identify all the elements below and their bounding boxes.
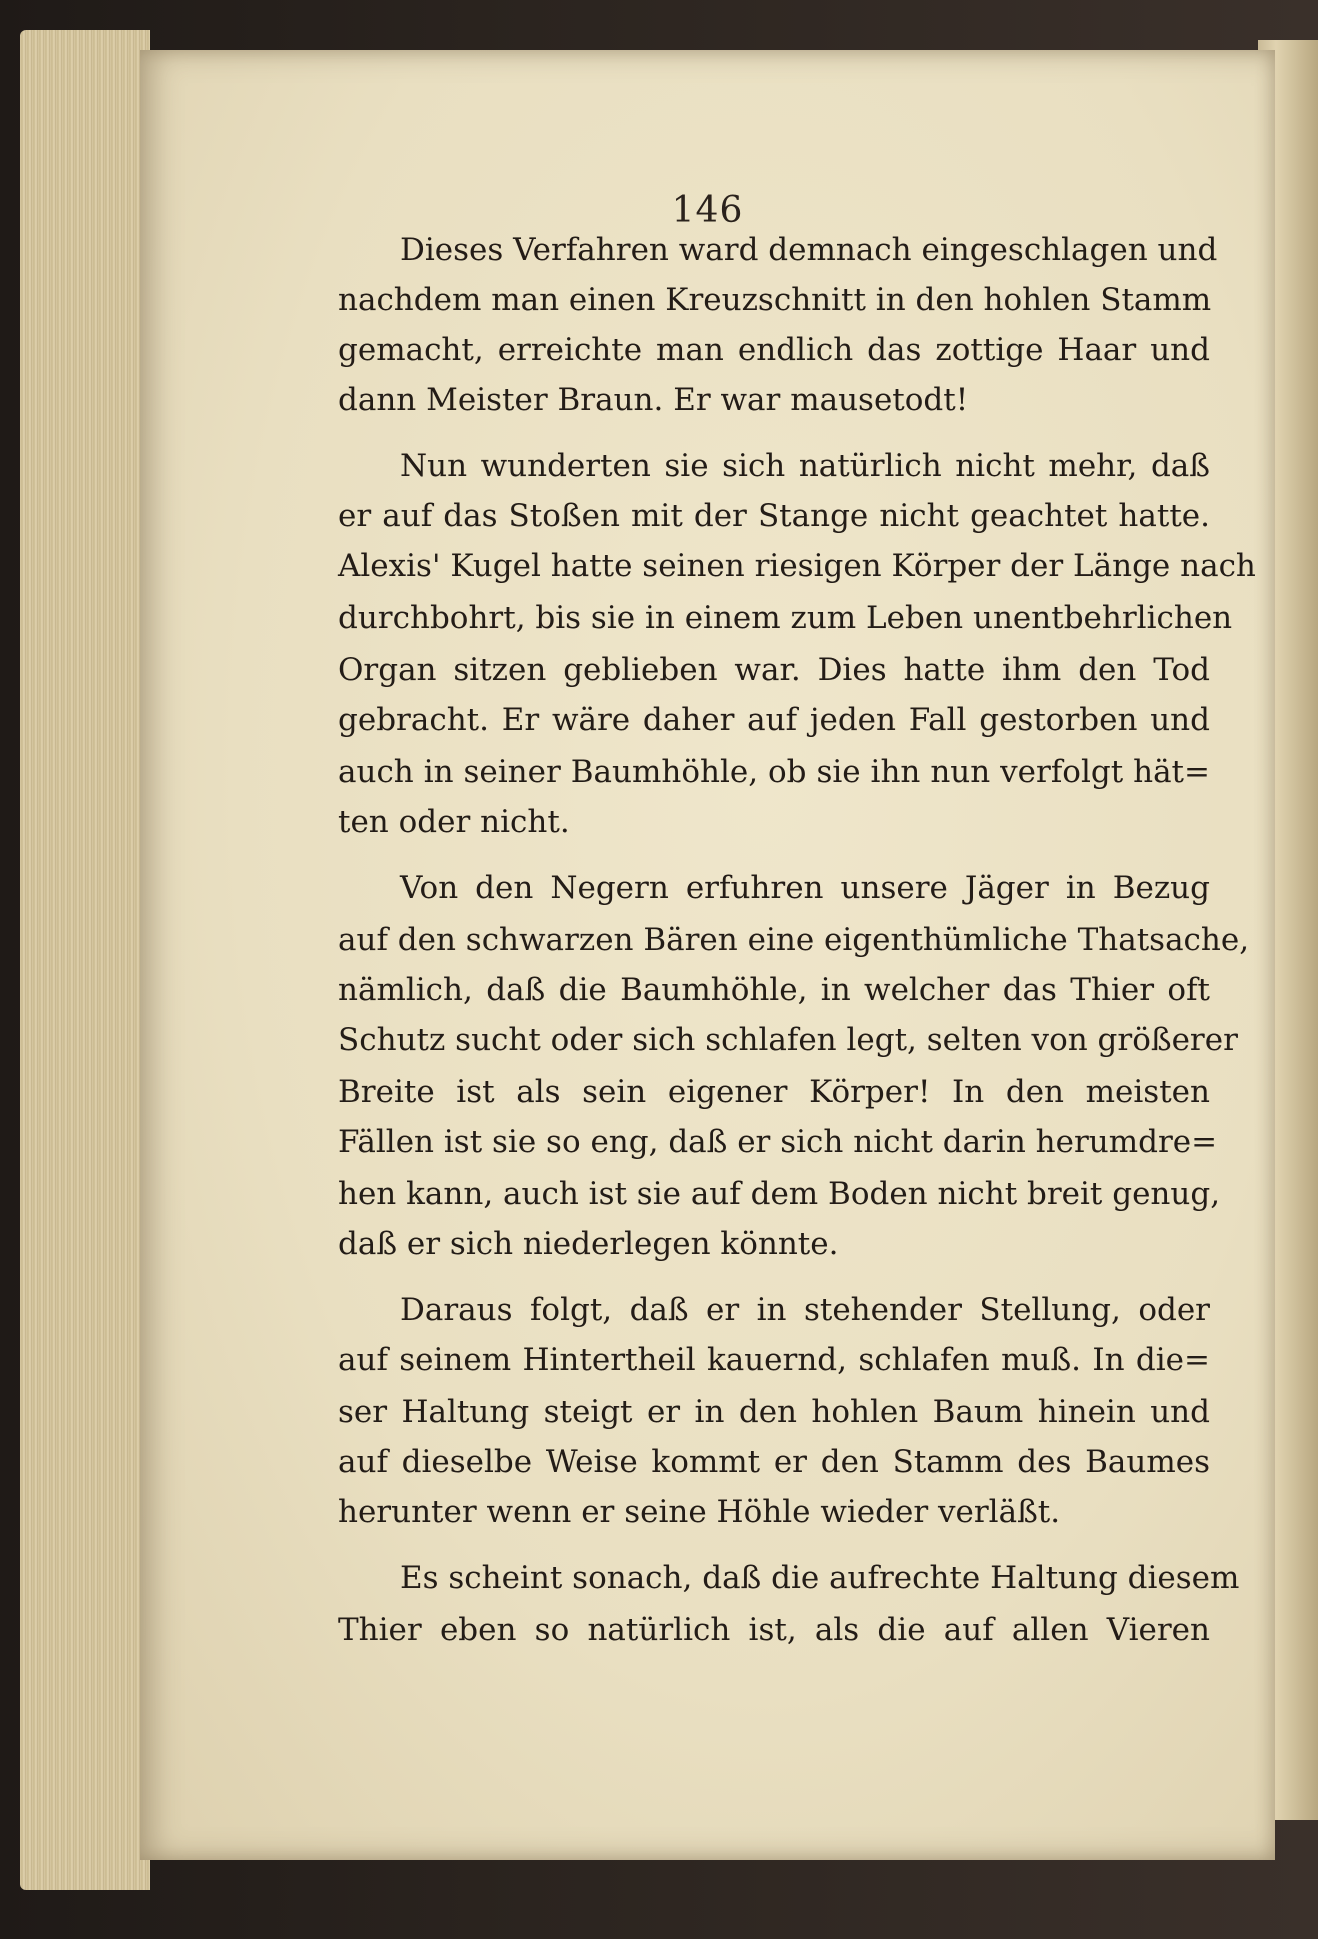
text-line: Organ sitzen geblieben war. Dies hatte ihm den Tod: [338, 652, 1210, 688]
text-line: durchbohrt, bis sie in einem zum Leben unentbehrlichen: [338, 600, 1233, 636]
text-line: er auf das Stoßen mit der Stange nicht geachtet hatte.: [338, 498, 1210, 534]
text-line: Alexis' Kugel hatte seinen riesigen Körper der Länge nach: [338, 548, 1256, 584]
text-line: nachdem man einen Kreuzschnitt in den hohlen Stamm: [338, 282, 1212, 318]
text-line: ser Haltung steigt er in den hohlen Baum hinein und: [338, 1394, 1210, 1430]
text-line: herunter wenn er seine Höhle wieder verläßt.: [338, 1494, 1061, 1530]
text-line: Dieses Verfahren ward demnach eingeschlagen und: [400, 232, 1218, 268]
text-line: Von den Negern erfuhren unsere Jäger in Bezug: [400, 870, 1210, 906]
text-line: auf den schwarzen Bären eine eigenthümliche Thatsache,: [338, 922, 1250, 958]
text-line: nämlich, daß die Baumhöhle, in welcher das Thier oft: [338, 972, 1210, 1008]
text-line: daß er sich niederlegen könnte.: [338, 1226, 839, 1262]
text-line: Fällen ist sie so eng, daß er sich nicht darin herumdre=: [338, 1124, 1218, 1160]
text-line: auf seinem Hintertheil kauernd, schlafen muß. In die=: [338, 1342, 1210, 1378]
text-line: auf dieselbe Weise kommt er den Stamm des Baumes: [338, 1444, 1210, 1480]
page-stack-left: [20, 30, 150, 1890]
text-line: dann Meister Braun. Er war mausetodt!: [338, 382, 969, 418]
page-number: 146: [671, 190, 744, 231]
text-line: Breite ist als sein eigener Körper! In den meisten: [338, 1074, 1210, 1110]
text-line: gebracht. Er wäre daher auf jeden Fall gestorben und: [338, 702, 1210, 738]
text-line: Es scheint sonach, daß die aufrechte Haltung diesem: [400, 1560, 1240, 1596]
text-line: Thier eben so natürlich ist, als die auf allen Vieren: [338, 1612, 1210, 1648]
text-line: Nun wunderten sie sich natürlich nicht mehr, daß: [400, 448, 1210, 484]
text-line: gemacht, erreichte man endlich das zottige Haar und: [338, 332, 1210, 368]
text-line: Schutz sucht oder sich schlafen legt, selten von größerer: [338, 1022, 1238, 1058]
text-line: auch in seiner Baumhöhle, ob sie ihn nun verfolgt hät=: [338, 754, 1210, 790]
text-line: Daraus folgt, daß er in stehender Stellung, oder: [400, 1292, 1210, 1328]
text-line: ten oder nicht.: [338, 804, 570, 840]
text-line: hen kann, auch ist sie auf dem Boden nicht breit genug,: [338, 1176, 1221, 1212]
